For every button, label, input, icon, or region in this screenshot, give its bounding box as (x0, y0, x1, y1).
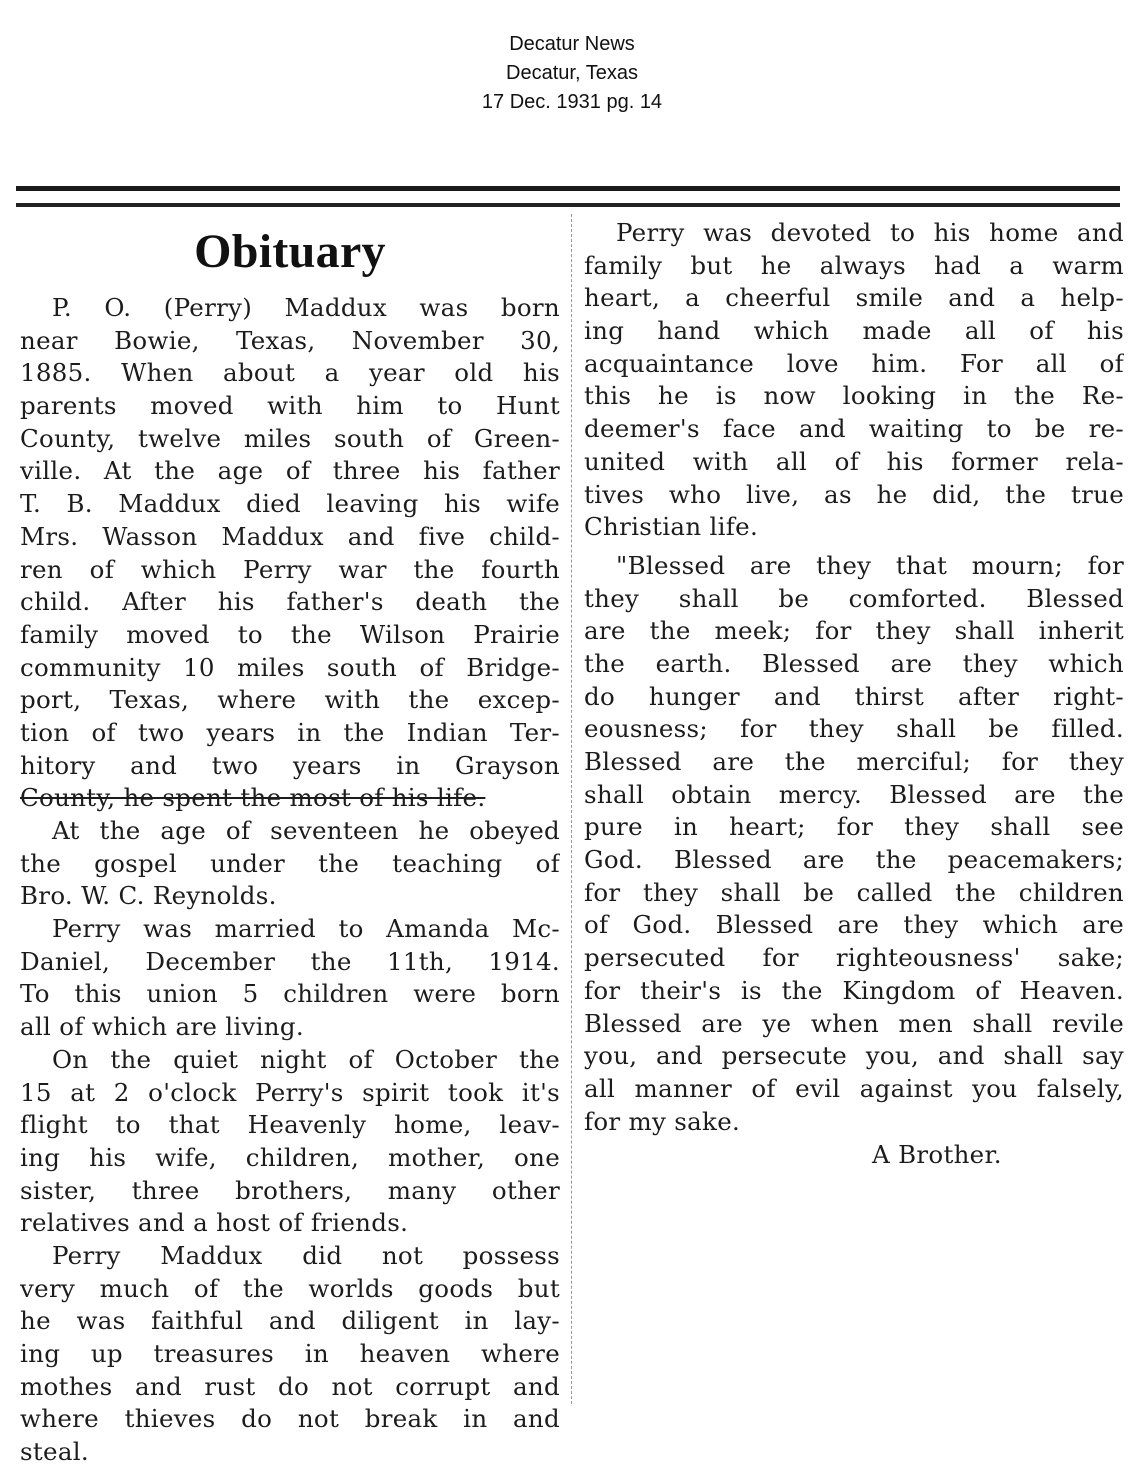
column-divider (571, 214, 572, 1404)
text-line: do hunger and thirst after right- (584, 681, 1124, 711)
text-line: pure in heart; for they shall see (584, 812, 1124, 842)
text-line: the gospel under the teaching of (20, 848, 560, 878)
text-line: united with all of his former rela- (584, 446, 1124, 476)
text-line: mothes and rust do not corrupt and (20, 1371, 560, 1401)
text-line: deemer's face and waiting to be re- (584, 414, 1124, 444)
text-line: ing up treasures in heaven where (20, 1339, 560, 1368)
newspaper-location: Decatur, Texas (506, 62, 638, 84)
right-column-text (584, 217, 1124, 1138)
text-line: 15 at 2 o'clock Perry's spirit took it's (20, 1077, 560, 1107)
text-line: you, and persecute you, and shall say (584, 1041, 1124, 1071)
text-line: heart, a cheerful smile and a help- (584, 283, 1124, 313)
text-line: parents moved with him to Hunt (20, 391, 560, 421)
text-line: the earth. Blessed are they which (584, 648, 1124, 678)
top-rule-thin (16, 203, 1120, 207)
article-title: Obituary (194, 225, 386, 278)
text-line: 1885. When about a year old his (20, 358, 560, 388)
text-line: they shall be comforted. Blessed (584, 583, 1124, 613)
signature: A Brother. (872, 1140, 1002, 1170)
text-line: family moved to the Wilson Prairie (20, 619, 560, 649)
text-line: very much of the worlds goods but (20, 1273, 560, 1303)
text-line: persecuted for righteousness' sake; (584, 943, 1124, 973)
publication-date: 17 Dec. 1931 pg. 14 (481, 91, 663, 113)
text-line: ville. At the age of three his father (20, 456, 560, 486)
newspaper-name: Decatur News (509, 33, 635, 55)
top-rule-thick (16, 186, 1120, 191)
text-line: shall obtain mercy. Blessed are the (584, 779, 1124, 809)
text-line: Mrs. Wasson Maddux and five child- (20, 521, 560, 551)
text-line: of God. Blessed are they which are (584, 910, 1124, 940)
text-line: child. After his father's death the (20, 587, 560, 617)
text-line: ing hand which made all of his (584, 316, 1124, 346)
text-line: At the age of seventeen he obeyed (52, 816, 560, 845)
text-line: community 10 miles south of Bridge- (20, 652, 560, 682)
text-line: relatives and a host of friends. (20, 1208, 409, 1238)
text-line: "Blessed are they that mourn; for (616, 550, 1124, 580)
text-line: Perry was devoted to his home and (616, 218, 1124, 247)
text-line: On the quiet night of October the (52, 1044, 560, 1074)
text-line: tives who live, as he did, the true (584, 479, 1124, 509)
citation-header (0, 30, 1144, 117)
text-line: Perry Maddux did not possess (52, 1240, 560, 1270)
text-line: Perry was married to Amanda Mc- (52, 914, 560, 944)
text-line: County, twelve miles south of Green- (20, 423, 560, 453)
text-line: ing his wife, children, mother, one (20, 1142, 560, 1172)
text-line: port, Texas, where with the excep- (20, 685, 560, 715)
text-line: flight to that Heavenly home, leav- (20, 1110, 560, 1140)
text-line: all manner of evil against you falsely, (584, 1073, 1124, 1103)
text-line: near Bowie, Texas, November 30, (20, 325, 560, 355)
text-line: Daniel, December the 11th, 1914. (20, 946, 560, 976)
text-line: are the meek; for they shall inherit (584, 616, 1124, 646)
text-line: Blessed are ye when men shall revile (584, 1008, 1124, 1038)
text-line: all of which are living. (20, 1012, 304, 1042)
right-column (584, 217, 1124, 1172)
text-line: for they shall be called the children (584, 877, 1124, 907)
text-line: sister, three brothers, many other (20, 1175, 560, 1205)
text-line: P. O. (Perry) Maddux was born (52, 293, 560, 322)
text-line: for their's is the Kingdom of Heaven. (584, 975, 1124, 1005)
text-line: hitory and two years in Grayson (20, 750, 560, 780)
text-line: where thieves do not break in and (20, 1404, 560, 1434)
text-line: T. B. Maddux died leaving his wife (20, 489, 560, 519)
text-line: Blessed are the merciful; for they (584, 747, 1124, 776)
text-line: family but he always had a warm (584, 250, 1124, 280)
text-line: he was faithful and diligent in lay- (20, 1306, 560, 1336)
text-line: eousness; for they shall be filled. (584, 714, 1124, 744)
text-line: for my sake. (584, 1106, 741, 1136)
text-line: Bro. W. C. Reynolds. (20, 881, 277, 911)
text-line: To this union 5 children were born (20, 979, 560, 1009)
text-line: acquaintance love him. For all of (584, 348, 1124, 378)
text-line: tion of two years in the Indian Ter- (20, 717, 560, 747)
text-line: God. Blessed are the peacemakers; (584, 845, 1124, 875)
text-line: County, he spent the most of his life. (20, 783, 486, 813)
left-column (20, 224, 560, 1469)
text-line: steal. (20, 1437, 89, 1467)
text-line: this he is now looking in the Re- (584, 381, 1124, 411)
text-line: ren of which Perry war the fourth (20, 554, 560, 584)
left-column-text (20, 292, 560, 1469)
text-line: Christian life. (584, 512, 759, 542)
